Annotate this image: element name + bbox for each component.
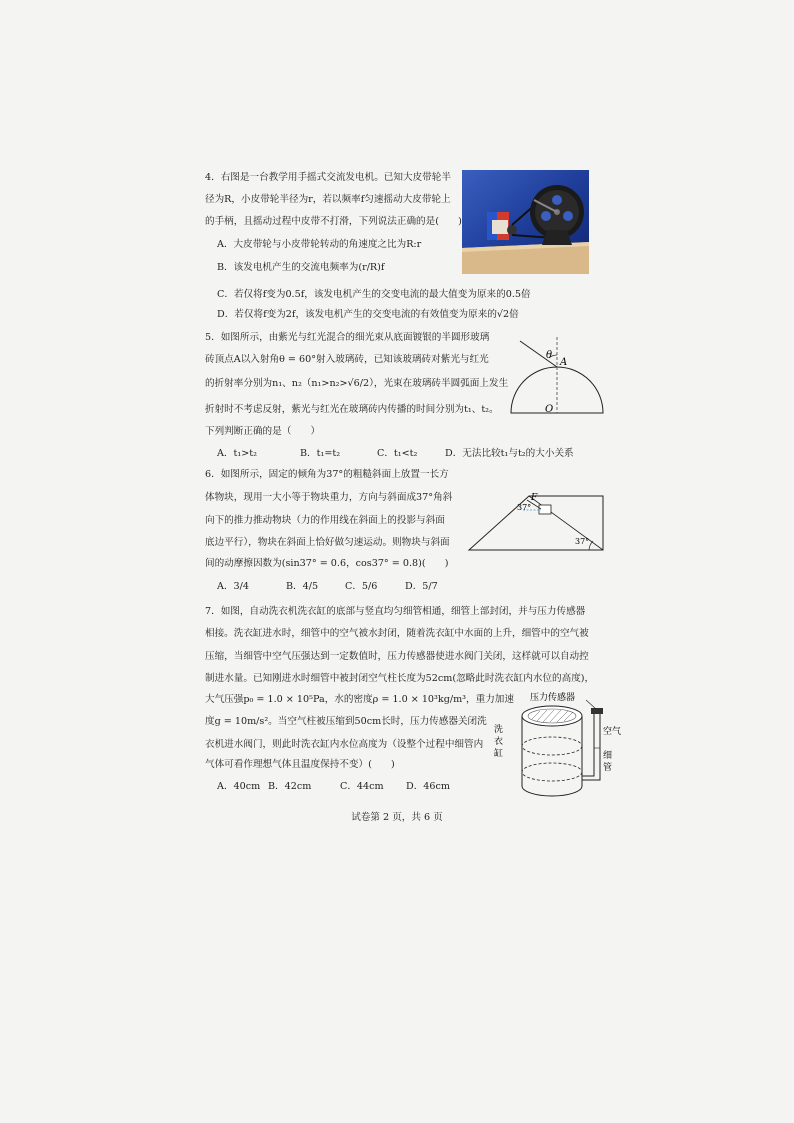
q6-line-4: 底边平行），物块在斜面上恰好做匀速运动。则物块与斜面 [205, 537, 450, 548]
q7-line-5: 大气压强p₀ = 1.0 × 10⁵Pa，水的密度ρ = 1.0 × 10³kg/m³，重力加速 [205, 694, 514, 705]
q5-option-a: A．t₁>t₂ [217, 448, 257, 459]
q4-option-c: C．若仅将f变为0.5f，该发电机产生的交变电流的最大值变为原来的0.5倍 [217, 289, 531, 300]
air-label: 空气 [603, 727, 622, 737]
q6-line-2: 体物块，现用一大小等于物块重力，方向与斜面成37°角斜 [205, 492, 453, 503]
angle-top-label: 37° [517, 503, 532, 512]
washing-machine-figure [490, 688, 625, 800]
q5-option-b: B．t₁=t₂ [300, 448, 341, 459]
q5-line-1: 5．如图所示，由紫光与红光混合的细光束从底面镀银的半圆形玻璃 [205, 332, 490, 343]
q4-line-2: 径为R，小皮带轮半径为r，若以频率f匀速摇动大皮带轮上 [205, 194, 451, 205]
sensor-label: 压力传感器 [530, 693, 576, 703]
tub-label-3: 缸 [494, 749, 504, 759]
angle-bottom-label: 37° [575, 537, 590, 546]
q4-option-b: B．该发电机产生的交流电频率为(r/R)f [217, 262, 385, 273]
q4-option-d: D．若仅将f变为2f，该发电机产生的交变电流的有效值变为原来的√2倍 [217, 309, 519, 320]
q6-line-5: 间的动摩擦因数为(sin37° = 0.6，cos37° = 0.8)( ) [205, 558, 449, 569]
q7-line-6: 度g = 10m/s²。当空气柱被压缩到50cm长时，压力传感器关闭洗 [205, 716, 487, 727]
q7-line-7: 衣机进水阀门，则此时洗衣缸内水位高度为（设整个过程中细管内 [205, 739, 484, 750]
tub-label-1: 洗 [494, 725, 504, 735]
force-f-label: F [531, 493, 538, 503]
q6-option-c: C．5/6 [345, 581, 378, 592]
q7-line-1: 7．如图，自动洗衣机洗衣缸的底部与竖直均匀细管相通，细管上部封闭，并与压力传感器 [205, 606, 586, 617]
q7-option-d: D．46cm [406, 781, 450, 792]
q5-line-2: 砖顶点A以入射角θ = 60°射入玻璃砖，已知该玻璃砖对紫光与红光 [205, 354, 489, 365]
q4-line-3: 的手柄，且摇动过程中皮带不打滑，下列说法正确的是( ) [205, 216, 462, 227]
generator-photo [462, 170, 589, 274]
q5-line-4: 折射时不考虑反射，紫光与红光在玻璃砖内传播的时间分别为t₁、t₂。 [205, 404, 499, 415]
q4-line-1: 4．右图是一台教学用手摇式交流发电机。已知大皮带轮半 [205, 172, 451, 183]
point-o-label: O [545, 404, 554, 415]
tube-label-2: 管 [603, 763, 613, 773]
q4-option-a: A．大皮带轮与小皮带轮转动的角速度之比为R:r [217, 239, 422, 250]
q7-line-8: 气体可看作理想气体且温度保持不变）( ) [205, 759, 395, 770]
q7-option-b: B．42cm [268, 781, 312, 792]
q7-option-c: C．44cm [340, 781, 384, 792]
q7-option-a: A．40cm [217, 781, 261, 792]
q6-line-1: 6．如图所示，固定的倾角为37°的粗糙斜面上放置一长方 [205, 469, 449, 480]
q7-line-2: 相接。洗衣缸进水时，细管中的空气被水封闭，随着洗衣缸中水面的上升，细管中的空气被 [205, 628, 589, 639]
q6-option-a: A．3/4 [217, 581, 249, 592]
q6-option-b: B．4/5 [286, 581, 319, 592]
semicircle-glass-figure [505, 333, 610, 417]
q7-line-3: 压缩，当细管中空气压强达到一定数值时，压力传感器使进水阀门关闭，这样就可以自动控 [205, 651, 589, 662]
tub-label-2: 衣 [494, 737, 504, 747]
q5-line-3: 的折射率分别为n₁、n₂（n₁>n₂>√6/2），光束在玻璃砖半圆弧面上发生 [205, 378, 509, 389]
q5-option-d: D．无法比较t₁与t₂的大小关系 [445, 448, 574, 459]
q6-line-3: 向下的推力推动物块（力的作用线在斜面上的投影与斜面 [205, 515, 445, 526]
theta-label: θ [546, 350, 553, 361]
incline-figure [465, 478, 608, 556]
tube-label-1: 细 [603, 751, 613, 761]
q5-option-c: C．t₁<t₂ [377, 448, 418, 459]
page-footer: 试卷第 2 页，共 6 页 [351, 812, 443, 823]
point-a-label: A [560, 357, 568, 368]
q5-line-5: 下列判断正确的是（ ） [205, 426, 321, 437]
q6-option-d: D．5/7 [405, 581, 438, 592]
q7-line-4: 制进水量。已知刚进水时细管中被封闭空气柱长度为52cm(忽略此时洗衣缸内水位的高度)， [205, 673, 595, 684]
